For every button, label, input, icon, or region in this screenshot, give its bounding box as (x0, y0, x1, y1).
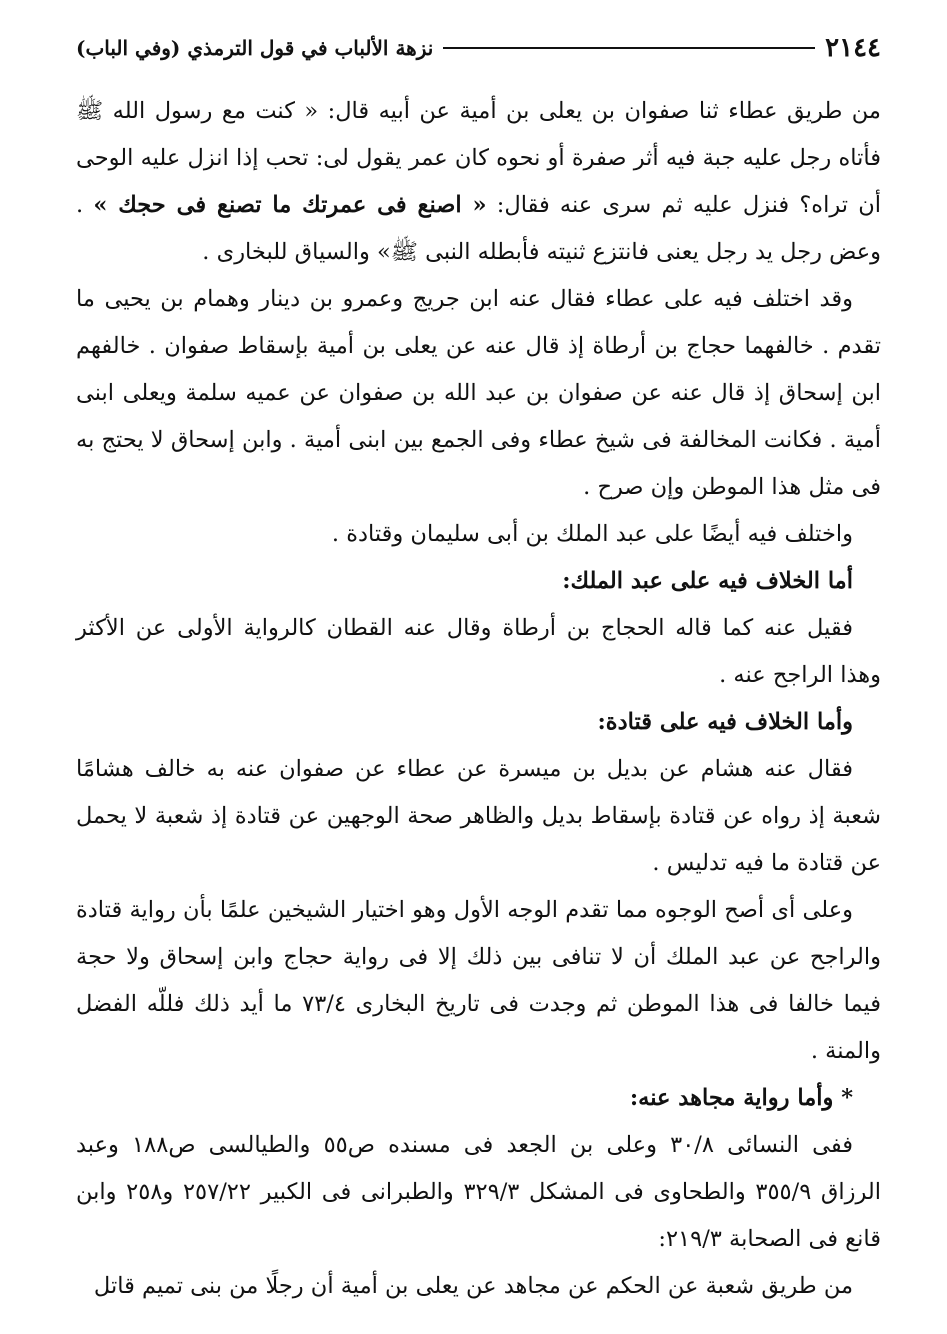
header-rule (443, 47, 815, 49)
paragraph-ata-disagreement: وقد اختلف فيه على عطاء فقال عنه ابن جريج وعمرو بن دينار وهمام بن يحيى ما تقدم . خالفهما حجاج بن أرطاة إذ قال عنه عن يعلى بن أمية بإسقاط صفوان . خالفهم ابن إسحاق إذ قال عنه عن صفوان بن عبد الله بن صفوان عن عميه سلمة ويعلى ابنى أمية . فكانت المخالفة فى شيخ عطاء وفى الجمع بين ابنى أمية . وابن إسحاق لا يحتج به فى مثل هذا الموطن وإن صرح . (76, 286, 881, 500)
paragraph-also-disagreement: واختلف فيه أيضًا على عبد الملك بن أبى سليمان وقتادة . (331, 521, 853, 547)
running-title: نزهة الألباب في قول الترمذي (وفي الباب) (76, 36, 434, 60)
paragraph-qatada: فقال عنه هشام عن بديل بن ميسرة عن عطاء عن صفوان عنه به خالف هشامًا شعبة إذ رواه عن قتادة بإسقاط بديل والظاهر صحة الوجهين عن قتادة إذ شعبة لا يحمل عن قتادة ما فيه تدليس . (76, 756, 881, 876)
section-heading-mujahid: * وأما رواية مجاهد عنه: (629, 1085, 853, 1111)
paragraph-text: . وعض رجل يد رجل يعنى فانتزع ثنيته فأبطله النبى ﷺ» والسياق للبخارى . (76, 192, 881, 265)
paragraph-conclusion: وعلى أى أصح الوجوه مما تقدم الوجه الأول وهو اختيار الشيخين علمًا بأن رواية قتادة والراجح عن عبد الملك أن لا تنافى بين ذلك إلا فى رواية حجاج وابن إسحاق ولا حجة فيما خالفا فى هذا الموطن ثم وجدت فى تاريخ البخارى ٧٣/٤ ما أيد ذلك فللّه الفضل والمنة . (76, 897, 882, 1064)
paragraph-sources: ففى النسائى ٣٠/٨ وعلى بن الجعد فى مسنده ص٥٥ والطيالسى ص١٨٨ وعبد الرزاق ٣٥٥/٩ والطحاوى فى المشكل ٣٢٩/٣ والطبرانى فى الكبير ٢٥٧/٢٢ و٢٥٨ وابن قانع فى الصحابة ٢١٩/٣: (76, 1132, 882, 1252)
section-heading-qatada: وأما الخلاف فيه على قتادة: (597, 709, 853, 735)
paragraph-text: من طريق عطاء ثنا صفوان بن يعلى بن أمية عن أبيه قال: « كنت مع رسول الله ﷺ فأتاه رجل عليه جبة فيه أثر صفرة أو نحوه كان عمر يقول لى: تحب إذا انزل عليه الوحى أن تراه؟ فنزل عليه ثم سرى عنه فقال: (76, 98, 881, 218)
paragraph-hadith-text (76, 88, 881, 276)
body-text (76, 88, 881, 1310)
paragraph-abdulmalik: فقيل عنه كما قاله الحجاج بن أرطاة وقال عنه القطان كالرواية الأولى عن الأكثر وهذا الراجح عنه . (76, 615, 881, 688)
paragraph-shuba-route: من طريق شعبة عن الحكم عن مجاهد عن يعلى بن أمية أن رجلًا من بنى تميم قاتل (93, 1273, 853, 1299)
section-heading-abdulmalik: أما الخلاف فيه على عبد الملك: (562, 568, 853, 594)
prophet-quote: « اصنع فى عمرتك ما تصنع فى حجك » (93, 192, 487, 218)
page-number: ٢١٤٤ (825, 33, 881, 63)
page-header (76, 28, 881, 68)
